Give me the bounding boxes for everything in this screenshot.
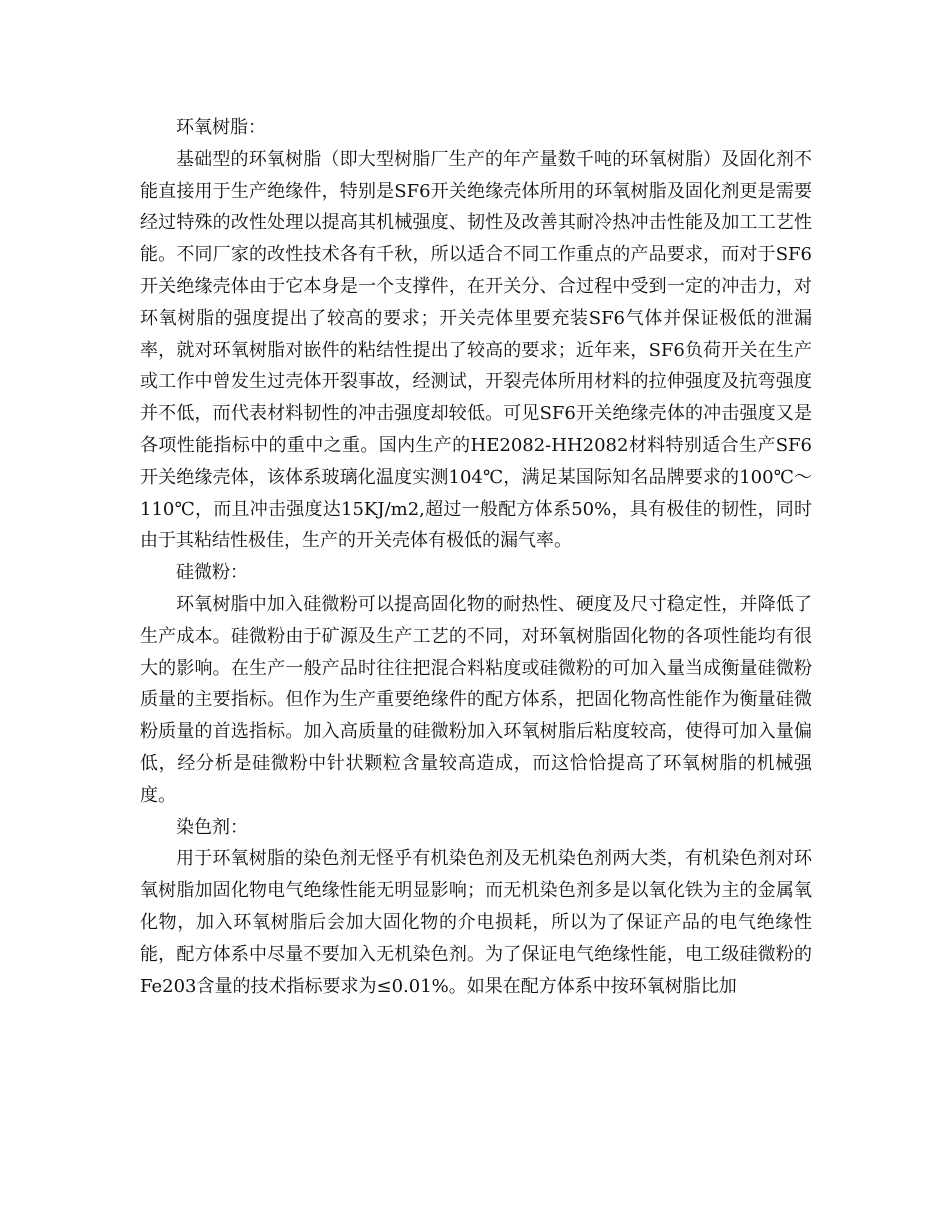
- section-body-epoxy: 基础型的环氧树脂（即大型树脂厂生产的年产量数千吨的环氧树脂）及固化剂不能直接用于生产绝缘件，特别是SF6开关绝缘壳体所用的环氧树脂及固化剂更是需要经过特殊的改性处理以提高其机械强度、韧性及改善其耐冷热冲击性能及加工工艺性能。不同厂家的改性技术各有千秋，所以适合不同工作重点的产品要求，而对于SF6开关绝缘壳体由于它本身是一个支撑件，在开关分、合过程中受到一定的冲击力，对环氧树脂的强度提出了较高的要求；开关壳体里要充装SF6气体并保证极低的泄漏率，就对环氧树脂对嵌件的粘结性提出了较高的要求；近年来，SF6负荷开关在生产或工作中曾发生过壳体开裂事故，经测试，开裂壳体所用材料的拉伸强度及抗弯强度并不低，而代表材料韧性的冲击强度却较低。可见SF6开关绝缘壳体的冲击强度又是各项性能指标中的重中之重。国内生产的HE2082-HH2082材料特别适合生产SF6开关绝缘壳体，该体系玻璃化温度实测104℃，满足某国际知名品牌要求的100℃～110℃，而且冲击强度达15KJ/m2,超过一般配方体系50%，具有极佳的韧性，同时由于其粘结性极佳，生产的开关壳体有极低的漏气率。: [140, 148, 812, 552]
- section-heading-silica: 硅微粉：: [176, 562, 248, 584]
- section-heading-colorant: 染色剂：: [176, 816, 248, 838]
- section-heading-epoxy: 环氧树脂：: [176, 117, 266, 138]
- section-body-silica: 环氧树脂中加入硅微粉可以提高固化物的耐热性、硬度及尺寸稳定性，并降低了生产成本。硅微粉由于矿源及生产工艺的不同，对环氧树脂固化物的各项性能均有很大的影响。在生产一般产品时往往把混合料粘度或硅微粉的可加入量当成衡量硅微粉质量的主要指标。但作为生产重要绝缘件的配方体系，把固化物高性能作为衡量硅微粉质量的首选指标。加入高质量的硅微粉加入环氧树脂后粘度较高，使得可加入量偏低，经分析是硅微粉中针状颗粒含量较高造成，而这恰恰提高了环氧树脂的机械强度。: [140, 593, 812, 806]
- section-body-colorant: 用于环氧树脂的染色剂无怪乎有机染色剂及无机染色剂两大类，有机染色剂对环氧树脂加固化物电气绝缘性能无明显影响；而无机染色剂多是以氧化铁为主的金属氧化物，加入环氧树脂后会加大固化物的介电损耗，所以为了保证产品的电气绝缘性能，配方体系中尽量不要加入无机染色剂。为了保证电气绝缘性能，电工级硅微粉的Fe203含量的技术指标要求为≤0.01%。如果在配方体系中按环氧树脂比加: [140, 848, 812, 997]
- document-page: [140, 112, 812, 1002]
